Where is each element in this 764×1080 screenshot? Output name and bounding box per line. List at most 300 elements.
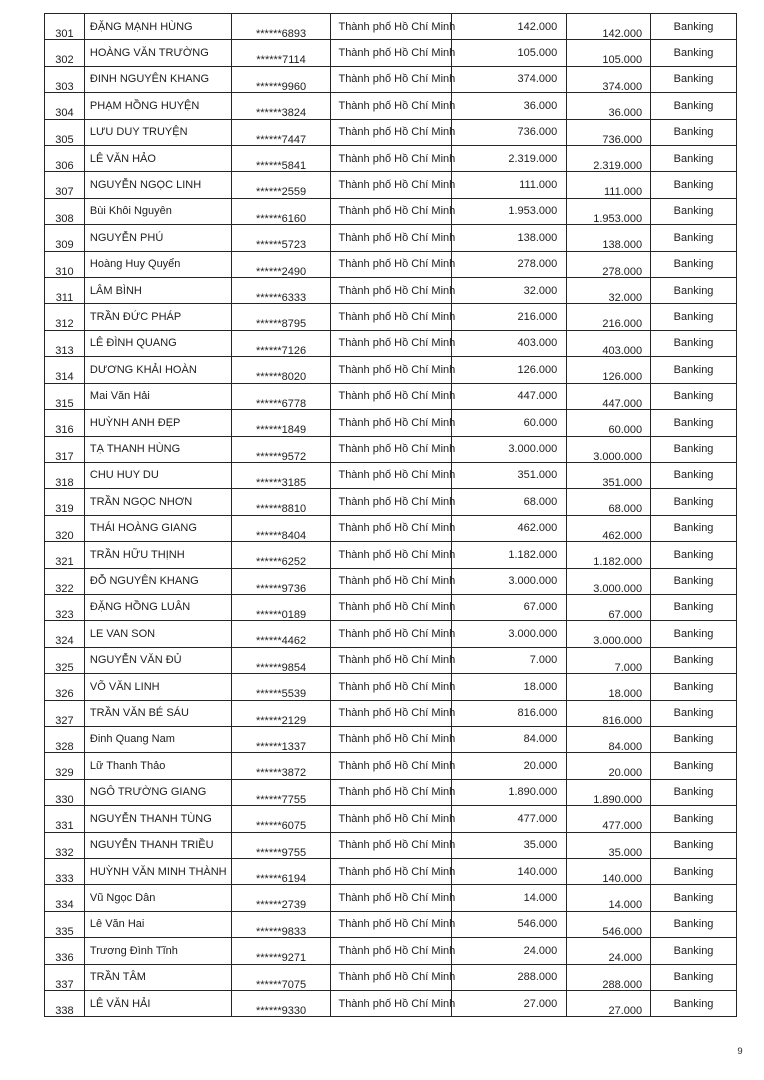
channel-cell: Banking	[651, 648, 737, 674]
masked-account-cell: ******9854	[232, 648, 332, 674]
channel-cell: Banking	[651, 938, 737, 964]
amount-cell: 67.000	[452, 595, 567, 621]
customer-name-cell: LƯU DUY TRUYỆN	[85, 120, 232, 146]
row-number-cell: 334	[45, 885, 85, 911]
masked-account-cell: ******5539	[232, 674, 332, 700]
table-row	[45, 172, 737, 198]
table-row	[45, 912, 737, 938]
customer-name-cell: ĐỖ NGUYÊN KHANG	[85, 569, 232, 595]
table-row	[45, 621, 737, 647]
amount-repeat-cell: 24.000	[567, 938, 651, 964]
channel-cell: Banking	[651, 93, 737, 119]
masked-account-cell: ******2490	[232, 252, 332, 278]
row-number-cell: 301	[45, 14, 85, 40]
city-cell: Thành phố Hồ Chí Minh	[331, 701, 452, 727]
channel-cell: Banking	[651, 225, 737, 251]
channel-cell: Banking	[651, 991, 737, 1017]
channel-cell: Banking	[651, 833, 737, 859]
masked-account-cell: ******6333	[232, 278, 332, 304]
amount-repeat-cell: 14.000	[567, 885, 651, 911]
customer-name-cell: DƯƠNG KHẢI HOÀN	[85, 357, 232, 383]
channel-cell: Banking	[651, 437, 737, 463]
customer-name-cell: LÊ ĐÌNH QUANG	[85, 331, 232, 357]
masked-account-cell: ******9330	[232, 991, 332, 1017]
table-row	[45, 965, 737, 991]
city-cell: Thành phố Hồ Chí Minh	[331, 674, 452, 700]
city-cell: Thành phố Hồ Chí Minh	[331, 146, 452, 172]
city-cell: Thành phố Hồ Chí Minh	[331, 304, 452, 330]
amount-cell: 3.000.000	[452, 621, 567, 647]
customer-name-cell: Vũ Ngọc Dân	[85, 885, 232, 911]
row-number-cell: 305	[45, 120, 85, 146]
row-number-cell: 324	[45, 621, 85, 647]
amount-repeat-cell: 3.000.000	[567, 569, 651, 595]
row-number-cell: 331	[45, 806, 85, 832]
amount-repeat-cell: 3.000.000	[567, 621, 651, 647]
row-number-cell: 312	[45, 304, 85, 330]
channel-cell: Banking	[651, 410, 737, 436]
customer-name-cell: LÂM BÌNH	[85, 278, 232, 304]
row-number-cell: 337	[45, 965, 85, 991]
masked-account-cell: ******9833	[232, 912, 332, 938]
masked-account-cell: ******5723	[232, 225, 332, 251]
row-number-cell: 304	[45, 93, 85, 119]
amount-repeat-cell: 67.000	[567, 595, 651, 621]
channel-cell: Banking	[651, 806, 737, 832]
masked-account-cell: ******6778	[232, 384, 332, 410]
row-number-cell: 317	[45, 437, 85, 463]
city-cell: Thành phố Hồ Chí Minh	[331, 225, 452, 251]
customer-name-cell: TRẦN NGỌC NHƠN	[85, 489, 232, 515]
masked-account-cell: ******6893	[232, 14, 332, 40]
amount-repeat-cell: 462.000	[567, 516, 651, 542]
amount-repeat-cell: 68.000	[567, 489, 651, 515]
amount-cell: 32.000	[452, 278, 567, 304]
amount-repeat-cell: 288.000	[567, 965, 651, 991]
city-cell: Thành phố Hồ Chí Minh	[331, 648, 452, 674]
amount-repeat-cell: 138.000	[567, 225, 651, 251]
amount-cell: 1.953.000	[452, 199, 567, 225]
masked-account-cell: ******2559	[232, 172, 332, 198]
amount-cell: 84.000	[452, 727, 567, 753]
table-row	[45, 516, 737, 542]
customer-name-cell: NGUYỄN PHÚ	[85, 225, 232, 251]
channel-cell: Banking	[651, 542, 737, 568]
table-row	[45, 489, 737, 515]
city-cell: Thành phố Hồ Chí Minh	[331, 67, 452, 93]
amount-cell: 24.000	[452, 938, 567, 964]
row-number-cell: 328	[45, 727, 85, 753]
channel-cell: Banking	[651, 331, 737, 357]
amount-repeat-cell: 32.000	[567, 278, 651, 304]
city-cell: Thành phố Hồ Chí Minh	[331, 199, 452, 225]
city-cell: Thành phố Hồ Chí Minh	[331, 569, 452, 595]
channel-cell: Banking	[651, 278, 737, 304]
amount-repeat-cell: 20.000	[567, 753, 651, 779]
table-row	[45, 595, 737, 621]
channel-cell: Banking	[651, 199, 737, 225]
amount-cell: 1.890.000	[452, 780, 567, 806]
amount-repeat-cell: 2.319.000	[567, 146, 651, 172]
row-number-cell: 307	[45, 172, 85, 198]
customer-name-cell: NGUYỄN VĂN ĐỦ	[85, 648, 232, 674]
page-number: 9	[737, 1046, 743, 1057]
city-cell: Thành phố Hồ Chí Minh	[331, 278, 452, 304]
row-number-cell: 329	[45, 753, 85, 779]
city-cell: Thành phố Hồ Chí Minh	[331, 516, 452, 542]
amount-repeat-cell: 142.000	[567, 14, 651, 40]
row-number-cell: 315	[45, 384, 85, 410]
masked-account-cell: ******6160	[232, 199, 332, 225]
amount-cell: 816.000	[452, 701, 567, 727]
table-row	[45, 542, 737, 568]
masked-account-cell: ******6252	[232, 542, 332, 568]
city-cell: Thành phố Hồ Chí Minh	[331, 252, 452, 278]
amount-cell: 546.000	[452, 912, 567, 938]
channel-cell: Banking	[651, 357, 737, 383]
amount-repeat-cell: 140.000	[567, 859, 651, 885]
masked-account-cell: ******1849	[232, 410, 332, 436]
customer-name-cell: NGUYỄN THANH TÙNG	[85, 806, 232, 832]
row-number-cell: 323	[45, 595, 85, 621]
row-number-cell: 320	[45, 516, 85, 542]
table-row	[45, 938, 737, 964]
customer-name-cell: LÊ VĂN HẢO	[85, 146, 232, 172]
table-row	[45, 727, 737, 753]
masked-account-cell: ******0189	[232, 595, 332, 621]
masked-account-cell: ******3872	[232, 753, 332, 779]
amount-cell: 216.000	[452, 304, 567, 330]
amount-repeat-cell: 7.000	[567, 648, 651, 674]
row-number-cell: 335	[45, 912, 85, 938]
city-cell: Thành phố Hồ Chí Minh	[331, 14, 452, 40]
table-row	[45, 859, 737, 885]
masked-account-cell: ******9755	[232, 833, 332, 859]
table-row	[45, 278, 737, 304]
channel-cell: Banking	[651, 304, 737, 330]
customer-name-cell: TRẦN HỮU THỊNH	[85, 542, 232, 568]
channel-cell: Banking	[651, 489, 737, 515]
masked-account-cell: ******8020	[232, 357, 332, 383]
table-row	[45, 67, 737, 93]
table-row	[45, 437, 737, 463]
city-cell: Thành phố Hồ Chí Minh	[331, 727, 452, 753]
amount-repeat-cell: 736.000	[567, 120, 651, 146]
masked-account-cell: ******3185	[232, 463, 332, 489]
customer-name-cell: THÁI HOÀNG GIANG	[85, 516, 232, 542]
city-cell: Thành phố Hồ Chí Minh	[331, 172, 452, 198]
channel-cell: Banking	[651, 40, 737, 66]
masked-account-cell: ******2739	[232, 885, 332, 911]
masked-account-cell: ******8404	[232, 516, 332, 542]
amount-cell: 374.000	[452, 67, 567, 93]
masked-account-cell: ******7075	[232, 965, 332, 991]
amount-cell: 126.000	[452, 357, 567, 383]
row-number-cell: 302	[45, 40, 85, 66]
city-cell: Thành phố Hồ Chí Minh	[331, 938, 452, 964]
customer-name-cell: CHU HUY DU	[85, 463, 232, 489]
table-row	[45, 199, 737, 225]
channel-cell: Banking	[651, 621, 737, 647]
row-number-cell: 306	[45, 146, 85, 172]
customer-name-cell: TRẦN TÂM	[85, 965, 232, 991]
row-number-cell: 338	[45, 991, 85, 1017]
channel-cell: Banking	[651, 569, 737, 595]
row-number-cell: 310	[45, 252, 85, 278]
amount-cell: 18.000	[452, 674, 567, 700]
customer-name-cell: LÊ VĂN HẢI	[85, 991, 232, 1017]
customer-name-cell: NGUYỄN NGỌC LINH	[85, 172, 232, 198]
customer-name-cell: TẠ THANH HÙNG	[85, 437, 232, 463]
table-row	[45, 252, 737, 278]
city-cell: Thành phố Hồ Chí Minh	[331, 885, 452, 911]
city-cell: Thành phố Hồ Chí Minh	[331, 357, 452, 383]
amount-repeat-cell: 278.000	[567, 252, 651, 278]
row-number-cell: 309	[45, 225, 85, 251]
table-row	[45, 384, 737, 410]
row-number-cell: 321	[45, 542, 85, 568]
channel-cell: Banking	[651, 120, 737, 146]
table-row	[45, 304, 737, 330]
amount-cell: 447.000	[452, 384, 567, 410]
amount-repeat-cell: 816.000	[567, 701, 651, 727]
customer-name-cell: NGÔ TRƯỜNG GIANG	[85, 780, 232, 806]
amount-cell: 7.000	[452, 648, 567, 674]
channel-cell: Banking	[651, 146, 737, 172]
table-row	[45, 753, 737, 779]
masked-account-cell: ******9960	[232, 67, 332, 93]
masked-account-cell: ******8810	[232, 489, 332, 515]
amount-cell: 140.000	[452, 859, 567, 885]
amount-repeat-cell: 18.000	[567, 674, 651, 700]
customer-name-cell: TRẦN ĐỨC PHÁP	[85, 304, 232, 330]
channel-cell: Banking	[651, 885, 737, 911]
amount-repeat-cell: 60.000	[567, 410, 651, 436]
channel-cell: Banking	[651, 595, 737, 621]
row-number-cell: 318	[45, 463, 85, 489]
city-cell: Thành phố Hồ Chí Minh	[331, 93, 452, 119]
masked-account-cell: ******7447	[232, 120, 332, 146]
city-cell: Thành phố Hồ Chí Minh	[331, 489, 452, 515]
amount-repeat-cell: 351.000	[567, 463, 651, 489]
row-number-cell: 319	[45, 489, 85, 515]
row-number-cell: 322	[45, 569, 85, 595]
table-row	[45, 410, 737, 436]
table-row	[45, 225, 737, 251]
amount-cell: 2.319.000	[452, 146, 567, 172]
customer-name-cell: Trương Đình Tĩnh	[85, 938, 232, 964]
masked-account-cell: ******3824	[232, 93, 332, 119]
masked-account-cell: ******6194	[232, 859, 332, 885]
table-row	[45, 40, 737, 66]
city-cell: Thành phố Hồ Chí Minh	[331, 965, 452, 991]
customer-name-cell: ĐẶNG HỒNG LUÂN	[85, 595, 232, 621]
table-row	[45, 331, 737, 357]
amount-repeat-cell: 111.000	[567, 172, 651, 198]
table-row	[45, 806, 737, 832]
channel-cell: Banking	[651, 701, 737, 727]
channel-cell: Banking	[651, 463, 737, 489]
amount-repeat-cell: 36.000	[567, 93, 651, 119]
channel-cell: Banking	[651, 14, 737, 40]
channel-cell: Banking	[651, 384, 737, 410]
masked-account-cell: ******9572	[232, 437, 332, 463]
row-number-cell: 308	[45, 199, 85, 225]
row-number-cell: 327	[45, 701, 85, 727]
channel-cell: Banking	[651, 516, 737, 542]
amount-cell: 462.000	[452, 516, 567, 542]
amount-cell: 288.000	[452, 965, 567, 991]
row-number-cell: 316	[45, 410, 85, 436]
amount-cell: 138.000	[452, 225, 567, 251]
channel-cell: Banking	[651, 67, 737, 93]
table-row	[45, 120, 737, 146]
amount-cell: 3.000.000	[452, 437, 567, 463]
row-number-cell: 311	[45, 278, 85, 304]
masked-account-cell: ******2129	[232, 701, 332, 727]
row-number-cell: 313	[45, 331, 85, 357]
amount-cell: 477.000	[452, 806, 567, 832]
channel-cell: Banking	[651, 965, 737, 991]
city-cell: Thành phố Hồ Chí Minh	[331, 120, 452, 146]
amount-cell: 736.000	[452, 120, 567, 146]
amount-repeat-cell: 546.000	[567, 912, 651, 938]
table-row	[45, 701, 737, 727]
city-cell: Thành phố Hồ Chí Minh	[331, 542, 452, 568]
masked-account-cell: ******8795	[232, 304, 332, 330]
customer-name-cell: Lữ Thanh Thảo	[85, 753, 232, 779]
customer-name-cell: HUỲNH ANH ĐẸP	[85, 410, 232, 436]
table-row	[45, 885, 737, 911]
city-cell: Thành phố Hồ Chí Minh	[331, 991, 452, 1017]
city-cell: Thành phố Hồ Chí Minh	[331, 463, 452, 489]
row-number-cell: 303	[45, 67, 85, 93]
amount-cell: 1.182.000	[452, 542, 567, 568]
masked-account-cell: ******9736	[232, 569, 332, 595]
masked-account-cell: ******9271	[232, 938, 332, 964]
row-number-cell: 330	[45, 780, 85, 806]
amount-repeat-cell: 126.000	[567, 357, 651, 383]
amount-cell: 105.000	[452, 40, 567, 66]
customer-name-cell: ĐINH NGUYÊN KHANG	[85, 67, 232, 93]
amount-repeat-cell: 1.953.000	[567, 199, 651, 225]
customer-name-cell: HUỲNH VĂN MINH THÀNH	[85, 859, 232, 885]
customer-name-cell: Bùi Khôi Nguyên	[85, 199, 232, 225]
row-number-cell: 314	[45, 357, 85, 383]
city-cell: Thành phố Hồ Chí Minh	[331, 331, 452, 357]
channel-cell: Banking	[651, 780, 737, 806]
amount-repeat-cell: 216.000	[567, 304, 651, 330]
customer-name-cell: PHẠM HỒNG HUYỆN	[85, 93, 232, 119]
amount-cell: 111.000	[452, 172, 567, 198]
city-cell: Thành phố Hồ Chí Minh	[331, 40, 452, 66]
amount-cell: 403.000	[452, 331, 567, 357]
city-cell: Thành phố Hồ Chí Minh	[331, 753, 452, 779]
row-number-cell: 332	[45, 833, 85, 859]
amount-repeat-cell: 35.000	[567, 833, 651, 859]
amount-cell: 278.000	[452, 252, 567, 278]
masked-account-cell: ******7755	[232, 780, 332, 806]
amount-repeat-cell: 477.000	[567, 806, 651, 832]
customer-name-cell: NGUYỄN THANH TRIỀU	[85, 833, 232, 859]
amount-cell: 20.000	[452, 753, 567, 779]
amount-cell: 351.000	[452, 463, 567, 489]
amount-repeat-cell: 3.000.000	[567, 437, 651, 463]
amount-repeat-cell: 403.000	[567, 331, 651, 357]
amount-cell: 3.000.000	[452, 569, 567, 595]
table-row	[45, 780, 737, 806]
row-number-cell: 333	[45, 859, 85, 885]
amount-repeat-cell: 84.000	[567, 727, 651, 753]
channel-cell: Banking	[651, 727, 737, 753]
city-cell: Thành phố Hồ Chí Minh	[331, 780, 452, 806]
city-cell: Thành phố Hồ Chí Minh	[331, 621, 452, 647]
masked-account-cell: ******5841	[232, 146, 332, 172]
customer-name-cell: VÕ VĂN LINH	[85, 674, 232, 700]
table-row	[45, 569, 737, 595]
customer-name-cell: Mai Văn Hải	[85, 384, 232, 410]
customer-name-cell: Đinh Quang Nam	[85, 727, 232, 753]
city-cell: Thành phố Hồ Chí Minh	[331, 595, 452, 621]
channel-cell: Banking	[651, 912, 737, 938]
customer-name-cell: ĐẶNG MẠNH HÙNG	[85, 14, 232, 40]
city-cell: Thành phố Hồ Chí Minh	[331, 384, 452, 410]
row-number-cell: 336	[45, 938, 85, 964]
channel-cell: Banking	[651, 753, 737, 779]
amount-cell: 60.000	[452, 410, 567, 436]
amount-cell: 14.000	[452, 885, 567, 911]
amount-cell: 35.000	[452, 833, 567, 859]
table-row	[45, 357, 737, 383]
masked-account-cell: ******1337	[232, 727, 332, 753]
city-cell: Thành phố Hồ Chí Minh	[331, 806, 452, 832]
amount-cell: 27.000	[452, 991, 567, 1017]
city-cell: Thành phố Hồ Chí Minh	[331, 437, 452, 463]
channel-cell: Banking	[651, 252, 737, 278]
row-number-cell: 326	[45, 674, 85, 700]
customer-name-cell: Lê Văn Hai	[85, 912, 232, 938]
customer-name-cell: Hoàng Huy Quyển	[85, 252, 232, 278]
table-row	[45, 146, 737, 172]
masked-account-cell: ******7114	[232, 40, 332, 66]
table-row	[45, 93, 737, 119]
city-cell: Thành phố Hồ Chí Minh	[331, 859, 452, 885]
amount-repeat-cell: 447.000	[567, 384, 651, 410]
channel-cell: Banking	[651, 172, 737, 198]
amount-repeat-cell: 1.182.000	[567, 542, 651, 568]
amount-cell: 68.000	[452, 489, 567, 515]
masked-account-cell: ******4462	[232, 621, 332, 647]
table-row	[45, 463, 737, 489]
row-number-cell: 325	[45, 648, 85, 674]
city-cell: Thành phố Hồ Chí Minh	[331, 833, 452, 859]
customer-name-cell: LE VAN SON	[85, 621, 232, 647]
table-row	[45, 991, 737, 1017]
table-row	[45, 14, 737, 40]
amount-cell: 36.000	[452, 93, 567, 119]
masked-account-cell: ******7126	[232, 331, 332, 357]
amount-repeat-cell: 105.000	[567, 40, 651, 66]
table-row	[45, 833, 737, 859]
masked-account-cell: ******6075	[232, 806, 332, 832]
customer-name-cell: TRẦN VĂN BÉ SÁU	[85, 701, 232, 727]
customer-name-cell: HOÀNG VĂN TRƯỜNG	[85, 40, 232, 66]
city-cell: Thành phố Hồ Chí Minh	[331, 410, 452, 436]
amount-repeat-cell: 1.890.000	[567, 780, 651, 806]
table-row	[45, 674, 737, 700]
amount-repeat-cell: 27.000	[567, 991, 651, 1017]
channel-cell: Banking	[651, 859, 737, 885]
